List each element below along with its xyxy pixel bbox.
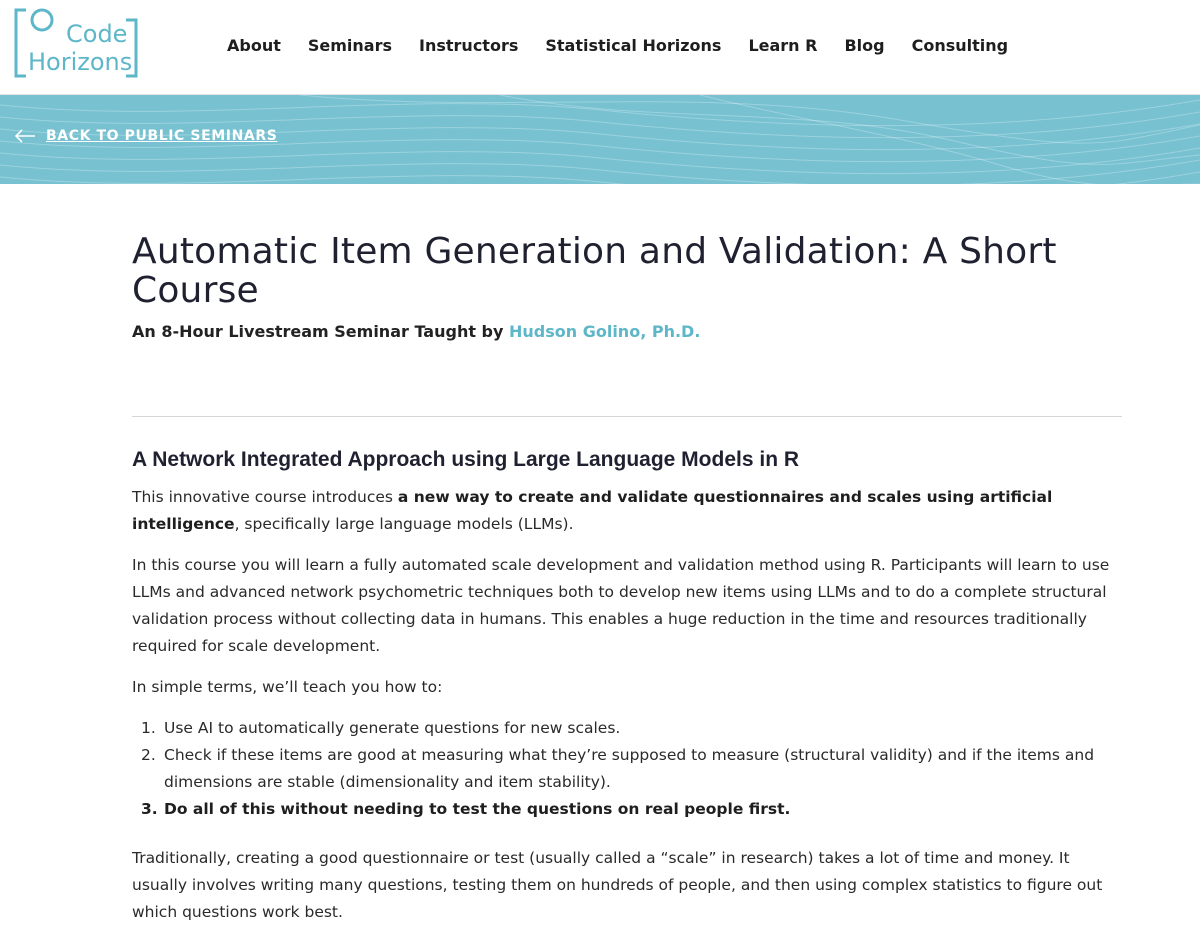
main-content — [132, 231, 1122, 921]
nav-item-blog[interactable]: Blog — [844, 36, 885, 55]
learning-goals-list — [132, 715, 1122, 823]
code-horizons-logo[interactable] — [14, 8, 140, 80]
seminar-subtitle — [132, 322, 1122, 341]
list-item-number: 3. — [141, 800, 158, 818]
course-description — [132, 448, 1122, 940]
nav-item-learn-r[interactable]: Learn R — [748, 36, 818, 55]
instructor-link[interactable]: Hudson Golino, Ph.D. — [509, 322, 701, 341]
hero-banner — [0, 95, 1200, 184]
main-nav — [227, 36, 1035, 55]
course-paragraph: In this course you will learn a fully automated scale development and validation method using R. Participants will learn to use LLMs and advanced network psychometric techniques both to develop new items using LLMs and to do a complete structural validation process without collecting data in humans. This enables a huge reduction in the time and resources traditionally required for scale development. — [132, 556, 1110, 655]
back-to-seminars-link[interactable] — [14, 128, 277, 144]
intro-text-start: This innovative course introduces — [132, 488, 398, 506]
list-item-text: Use AI to automatically generate questions for new scales. — [164, 719, 621, 737]
list-item — [132, 715, 1122, 742]
nav-item-seminars[interactable]: Seminars — [307, 36, 393, 55]
logo-text-code: Code — [66, 20, 128, 48]
intro-paragraph — [132, 484, 1122, 538]
intro-text-bold: a new way to create and validate questionnaires and scales using artificial intelligence — [132, 488, 1053, 533]
nav-item-about[interactable]: About — [227, 36, 281, 55]
list-item — [132, 796, 1122, 823]
list-item-number: 1. — [141, 719, 156, 737]
section-divider — [132, 416, 1122, 417]
nav-item-statistical-horizons[interactable]: Statistical Horizons — [545, 36, 722, 55]
back-link-label: BACK TO PUBLIC SEMINARS — [46, 128, 278, 144]
intro-text-end: , specifically large language models (LLMs). — [234, 515, 574, 533]
section-heading: A Network Integrated Approach using Large Language Models in R — [132, 448, 800, 471]
list-item — [132, 742, 1122, 796]
list-intro-paragraph: In simple terms, we’ll teach you how to: — [132, 678, 443, 696]
list-item-text: Do all of this without needing to test the questions on real people first. — [164, 800, 791, 818]
traditional-paragraph: Traditionally, creating a good questionnaire or test (usually called a “scale” in research) takes a lot of time and money. It usually involves writing many questions, testing them on hundreds of people, and then using complex statistics to figure out which questions work best. — [132, 849, 1103, 921]
subtitle-prefix: An 8-Hour Livestream Seminar Taught by — [132, 322, 509, 341]
site-header — [0, 0, 1200, 95]
page-title: Automatic Item Generation and Validation: A Short Course — [132, 231, 1057, 311]
list-item-text: Check if these items are good at measuring what they’re supposed to measure (structural validity) and if the items and dimensions are stable (dimensionality and item stability). — [164, 746, 1095, 791]
list-item-number: 2. — [141, 746, 156, 764]
arrow-left-icon — [14, 129, 36, 143]
nav-item-consulting[interactable]: Consulting — [911, 36, 1009, 55]
nav-item-instructors[interactable]: Instructors — [419, 36, 519, 55]
logo-text-horizons: Horizons — [28, 48, 133, 76]
